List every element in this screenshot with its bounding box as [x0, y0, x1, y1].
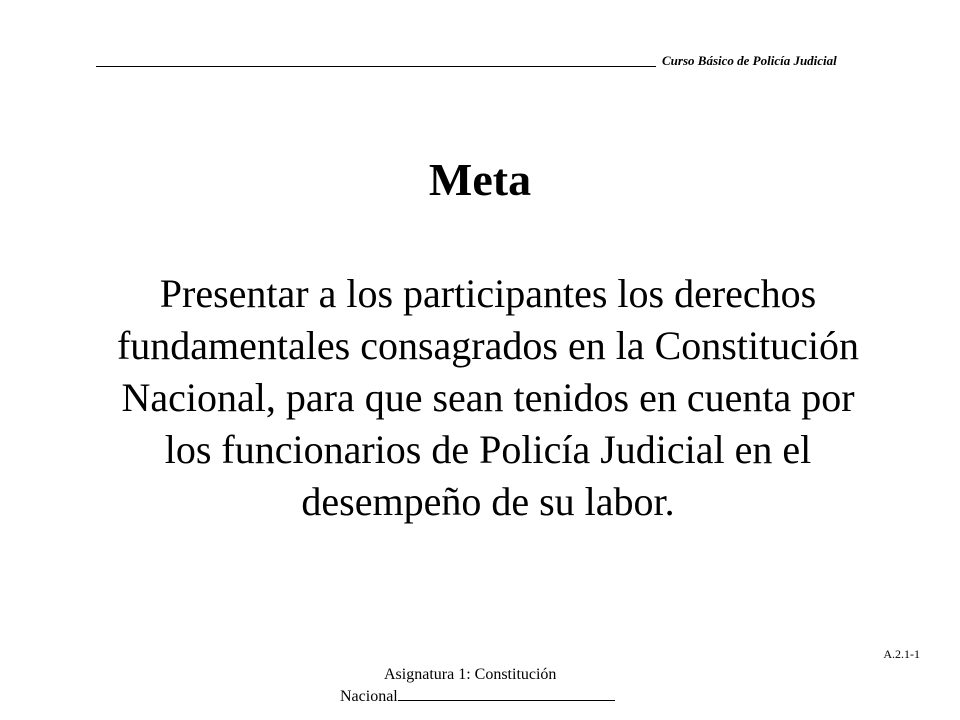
slide-code: A.2.1-1 [883, 647, 920, 661]
footer-underline [398, 686, 615, 701]
slide-title: Meta [428, 154, 532, 205]
header-rule [96, 66, 656, 67]
footer-subject-line1: Asignatura 1: Constitución [384, 666, 557, 683]
slide-body-text: Presentar a los participantes los derechos fundamentales consagrados en la Constitución Nacional, para que sean tenidos en cuenta por los funcionarios de Policía Judicial en el desempeño de su labor. [116, 271, 860, 524]
footer-subject [340, 664, 640, 708]
course-title: Curso Básico de Policía Judicial [662, 53, 837, 68]
footer-subject-line2: Nacional [340, 688, 398, 705]
footer-subject-line2-wrap [340, 686, 640, 708]
